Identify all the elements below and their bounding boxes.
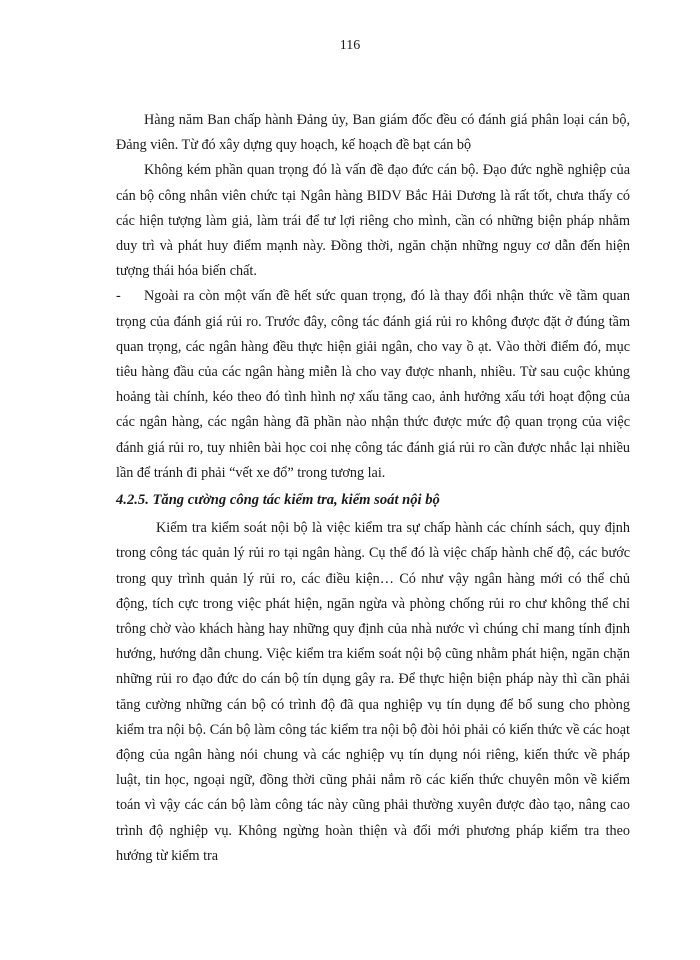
page-number: 116 [339, 38, 361, 53]
paragraph-staff-ethics: Không kém phần quan trọng đó là vấn đề đạo đức cán bộ. Đạo đức nghề nghiệp của cán bộ công nhân viên chức tại Ngân hàng BIDV Bắc Hải Dương là rất tốt, chưa thấy có các hiện tượng làm giả, làm trái để tư lợi riêng cho mình, cần có những biện pháp nhằm duy trì và phát huy điểm mạnh này. Đồng thời, ngăn chặn những nguy cơ dẫn đến hiện tượng thái hóa biến chất. [116, 162, 630, 280]
bullet-item-risk-awareness [116, 284, 630, 486]
bullet-marker: - [116, 288, 121, 305]
paragraph-internal-control: Kiểm tra kiểm soát nội bộ là việc kiểm tra sự chấp hành các chính sách, quy định trong công tác quản lý rủi ro tại ngân hàng. Cụ thể đó là việc chấp hành chế độ, các bước trong quy trình quản lý rủi ro, các điều kiện… Có như vậy ngân hàng mới có thể chủ động, tích cực trong việc phát hiện, ngăn ngừa và phòng chống rủi ro chư không thể chỉ trông chờ vào khách hàng hay những quy định của nhà nước vì chúng chỉ mang tính định hướng, hướng dẫn chung. Việc kiểm tra kiểm soát nội bộ cũng nhằm phát hiện, ngăn chặn những rủi ro đạo đức do cán bộ tín dụng gây ra. Để thực hiện biện pháp này thì cần phải tăng cường những cán bộ có trình độ đã qua nghiệp vụ tín dụng để bổ sung cho phòng kiểm tra nội bộ. Cán bộ làm công tác kiểm tra nội bộ đòi hỏi phải có kiến thức về các hoạt động của ngân hàng nói chung và các nghiệp vụ tín dụng nói riêng, kiến thức về pháp luật, tin học, ngoại ngữ, đồng thời cũng phải nắm rõ các kiến thức chuyên môn về kiểm toán vì vậy các cán bộ làm công tác này cũng phải thường xuyên được đào tạo, nâng cao trình độ nghiệp vụ. Không ngừng hoàn thiện và đổi mới phương pháp kiểm tra theo hướng từ kiểm tra [116, 520, 630, 864]
section-heading: 4.2.5. Tăng cường công tác kiểm tra, kiểm soát nội bộ [116, 492, 440, 509]
document-body [116, 108, 630, 869]
paragraph-staff-evaluation: Hàng năm Ban chấp hành Đảng ủy, Ban giám đốc đều có đánh giá phân loại cán bộ, Đảng viên. Từ đó xây dựng quy hoạch, kế hoạch đề bạt cán bộ [116, 112, 630, 154]
paragraph-risk-awareness: Ngoài ra còn một vấn đề hết sức quan trọng, đó là thay đổi nhận thức về tầm quan trọng của đánh giá rủi ro. Trước đây, công tác đánh giá rủi ro không được đặt ở đúng tầm quan trọng, các ngân hàng đều thực hiện giải ngân, cho vay ồ ạt. Vào thời điểm đó, mục tiêu hàng đầu của các ngân hàng miễn là cho vay được nhanh, nhiều. Từ sau cuộc khủng hoảng tài chính, kéo theo đó tình hình nợ xấu tăng cao, ảnh hưởng xấu tới hoạt động của các ngân hàng, các ngân hàng đã phần nào nhận thức được mức độ quan trọng của việc đánh giá rủi ro, tuy nhiên bài học coi nhẹ công tác đánh giá rủi ro cần được nhắc lại nhiều lần để tránh đi phải “vết xe đổ” trong tương lai. [116, 288, 630, 481]
